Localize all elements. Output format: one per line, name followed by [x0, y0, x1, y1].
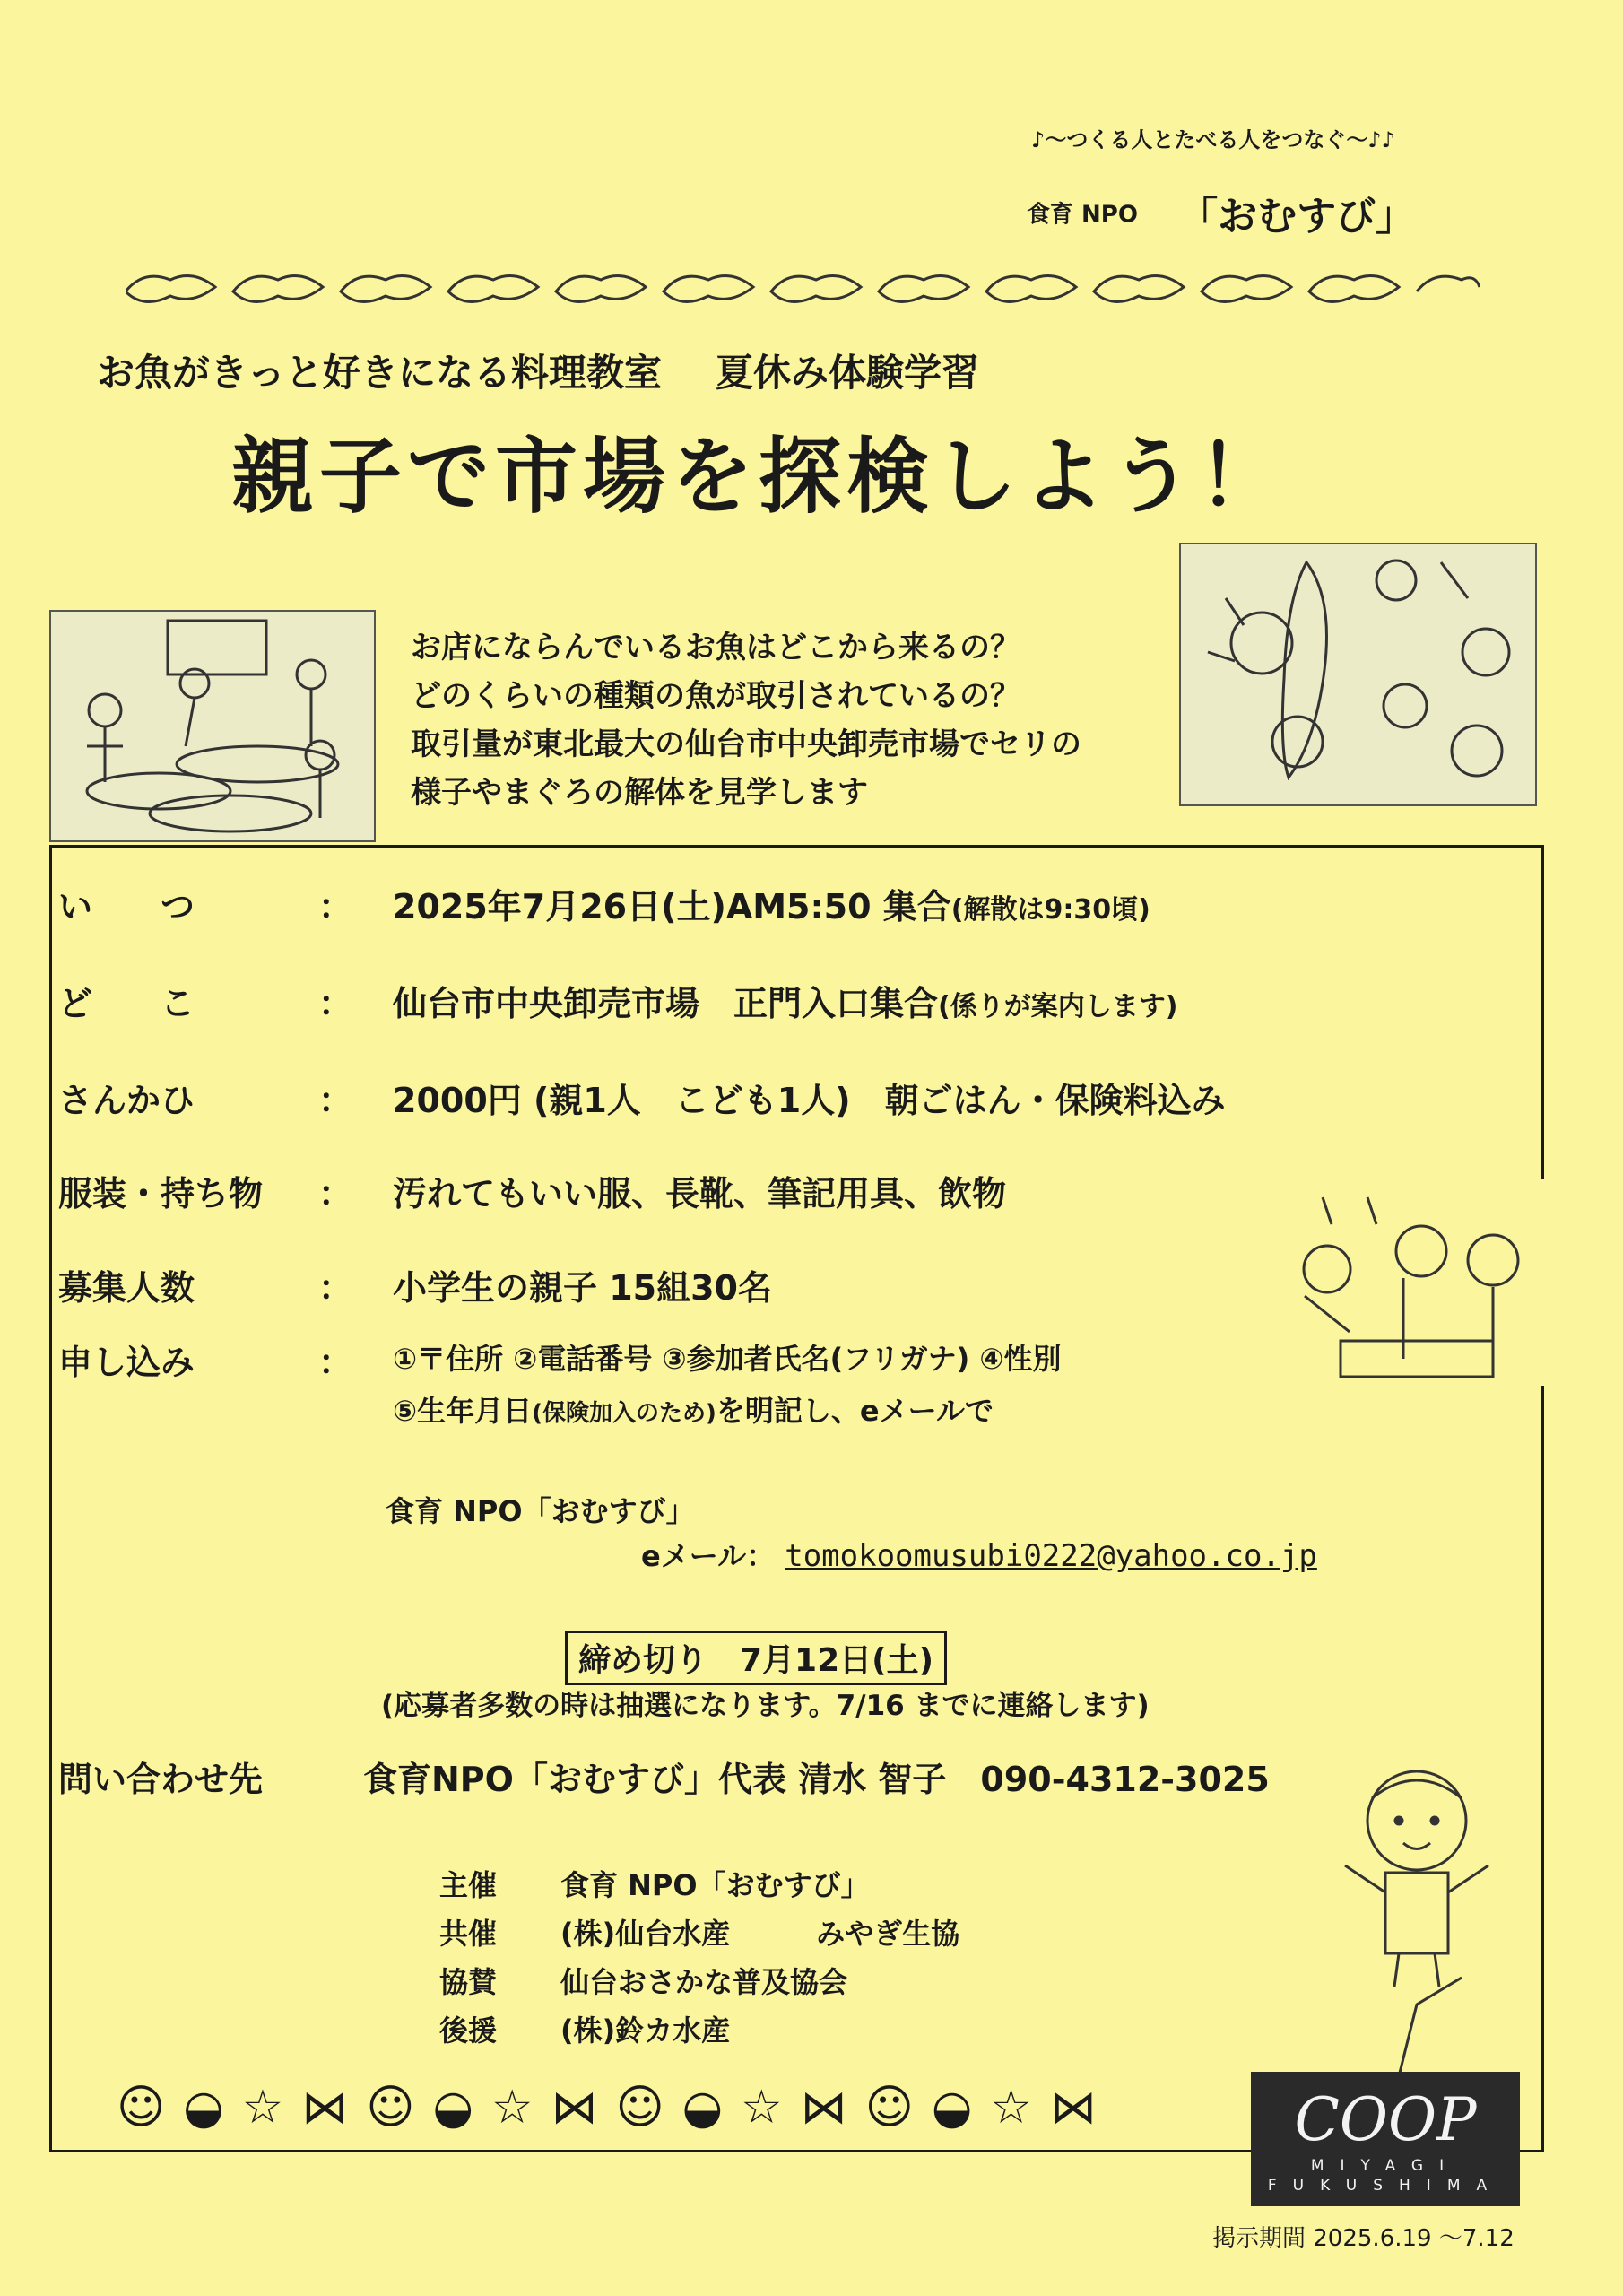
rice-ball-icon: ☺: [366, 2081, 433, 2135]
org-name: 「おむすび」: [1178, 194, 1416, 239]
rice-ball-child-illustration: [1336, 1758, 1497, 1991]
sponsor-value: 食育 NPO「おむすび」: [560, 1868, 870, 1902]
inquiry-label: 問い合わせ先: [58, 1760, 264, 1799]
fish-border-decoration: [126, 260, 1480, 314]
application-items: ①〒住所 ②電話番号 ③参加者氏名(フリガナ) ④性別: [393, 1342, 1062, 1376]
intro-line: どのくらいの種類の魚が取引されているの？: [411, 678, 1020, 714]
application-label: 申し込み: [58, 1343, 195, 1382]
intro-text: [411, 623, 1081, 817]
intro-line: 取引量が東北最大の仙台市中央卸売市場でセリの: [411, 726, 1081, 762]
when-colon: ：: [318, 887, 353, 926]
event-details-box: [49, 845, 1544, 2152]
sponsor-value: (株)鈴カ水産: [560, 2013, 731, 2048]
org-prefix: 食育 NPO: [1027, 201, 1138, 229]
fishmongers-illustration: [1278, 1179, 1547, 1386]
rice-ball-icon: ☺: [864, 2081, 932, 2135]
coop-logo-region2: FUKUSHIMA: [1267, 2177, 1504, 2195]
fee-label: さんかひ: [58, 1081, 195, 1120]
venue-note: (係りが案内します): [938, 991, 1178, 1022]
posting-period: 掲示期間 2025.6.19 〜7.12: [1212, 2225, 1515, 2252]
sponsor-key: 協賛: [439, 1965, 498, 1999]
fish-icon: ⋈: [551, 2081, 616, 2135]
email-link[interactable]: tomokoomusubi0222@yahoo.co.jp: [785, 1538, 1317, 1574]
fee-value: 2000円 (親1人 こども1人) 朝ごはん・保険料込み: [393, 1081, 1226, 1120]
rice-ball-icon: ☺: [117, 2081, 184, 2135]
insurance-note: (保険加入のため): [532, 1400, 716, 1427]
when-value: [393, 879, 1150, 928]
capacity-value: 小学生の親子 15組30名: [393, 1268, 772, 1308]
lottery-note: (応募者多数の時は抽選になります。7/16 までに連絡します): [381, 1690, 1150, 1722]
tuna-auction-illustration: [1179, 543, 1537, 806]
rice-ball-icon: ☺: [615, 2081, 682, 2135]
main-title: 親子で市場を探検しよう！: [231, 429, 1287, 525]
fish-icon: ⋈: [301, 2081, 367, 2135]
clothing-label: 服装・持ち物: [58, 1174, 264, 1213]
coop-logo-region: MIYAGI: [1310, 2157, 1461, 2175]
sponsor-row: [439, 1863, 870, 1904]
dismissal-time: (解散は9:30頃): [950, 894, 1150, 926]
sponsor-row: [439, 2008, 730, 2049]
star-icon: ☆: [490, 2081, 551, 2135]
email-instruction: を明記し、eメールで: [716, 1394, 994, 1428]
where-colon: ：: [318, 984, 353, 1023]
market-workers-illustration: [49, 610, 376, 842]
subtitle-cooking-class: お魚がきっと好きになる料理教室: [97, 351, 663, 395]
sponsor-row: [439, 1911, 959, 1952]
coop-logo: [1251, 2072, 1520, 2206]
tagline: ♪〜つくる人とたべる人をつなぐ〜♪♪: [1031, 127, 1395, 152]
sponsor-value: (株)仙台水産 みやぎ生協: [560, 1917, 960, 1951]
star-icon: ☆: [741, 2081, 801, 2135]
clothing-value: 汚れてもいい服、長靴、筆記用具、飲物: [393, 1174, 1007, 1213]
star-icon: ☆: [990, 2081, 1050, 2135]
sponsor-key: 主催: [439, 1868, 498, 1902]
fee-colon: ：: [318, 1081, 353, 1120]
when-label: い つ: [58, 887, 195, 926]
capacity-label: 募集人数: [58, 1268, 195, 1308]
sponsor-key: 後援: [439, 2013, 498, 2048]
coop-logo-text: COOP: [1294, 2085, 1477, 2154]
bun-icon: ◒: [931, 2081, 991, 2135]
sponsor-key: 共催: [439, 1917, 498, 1951]
corner-fold-lines: [1381, 1969, 1462, 2076]
sponsor-row: [439, 1960, 847, 2001]
intro-line: 様子やまぐろの解体を見学します: [411, 775, 868, 811]
bun-icon: ◒: [681, 2081, 742, 2135]
inquiry-value: 食育NPO「おむすび」代表 清水 智子 090-4312-3025: [363, 1760, 1270, 1799]
event-date: 2025年7月26日(土)AM5:50 集合: [393, 887, 951, 926]
star-icon: ☆: [241, 2081, 302, 2135]
clothing-colon: ：: [318, 1174, 353, 1213]
fish-icon: ⋈: [1049, 2081, 1115, 2135]
fish-icon: ⋈: [800, 2081, 865, 2135]
contact-org: 食育 NPO「おむすび」: [386, 1494, 695, 1528]
subtitle: [97, 344, 979, 397]
deadline: 締め切り 7月12日(土): [565, 1631, 947, 1685]
sponsor-value: 仙台おさかな普及協会: [560, 1965, 848, 1999]
venue: 仙台市中央卸売市場 正門入口集合: [393, 984, 939, 1023]
email-label: eメール：: [641, 1539, 776, 1573]
capacity-colon: ：: [318, 1268, 353, 1308]
email-line: [641, 1534, 1317, 1575]
birth-date-item: ⑤生年月日: [393, 1394, 533, 1428]
application-colon: ：: [318, 1343, 353, 1382]
application-items-line2: [393, 1388, 994, 1430]
organizer-header: [1027, 184, 1415, 241]
decorative-icons-row: [117, 2081, 1115, 2135]
intro-line: お店にならんでいるお魚はどこから来るの？: [411, 630, 1020, 665]
where-value: [393, 976, 1177, 1025]
bun-icon: ◒: [432, 2081, 491, 2135]
subtitle-summer-study: 夏休み体験学習: [716, 351, 980, 395]
where-label: ど こ: [58, 984, 195, 1023]
bun-icon: ◒: [183, 2081, 242, 2135]
